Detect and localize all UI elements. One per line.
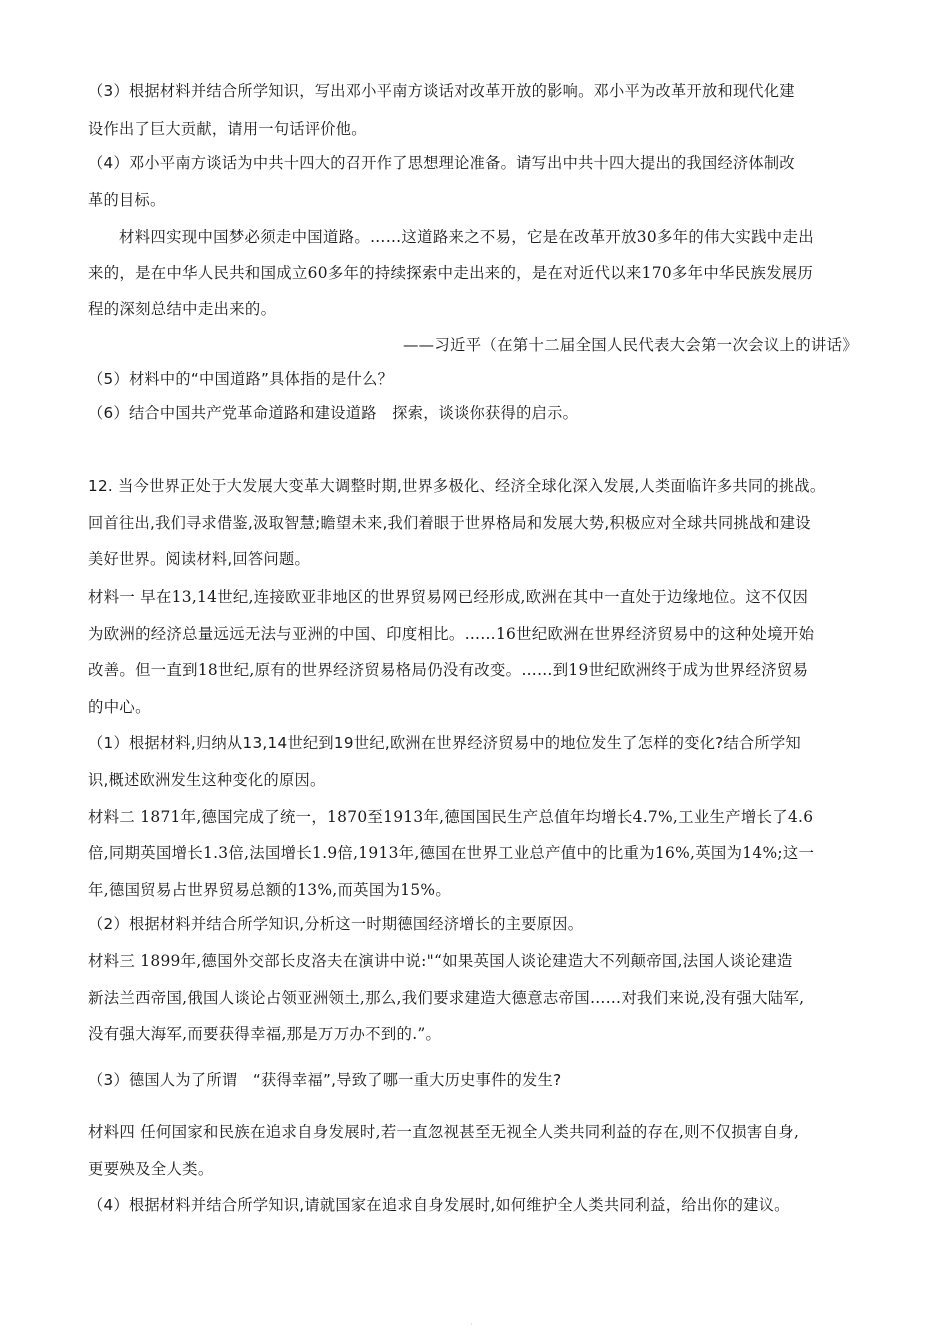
q11-3-line2: 设作出了巨大贡献，请用一句话评价他。 — [88, 120, 367, 138]
q12-material3-line3: 没有强大海军,而要获得幸福,那是万万办不到的.”。 — [88, 1025, 442, 1043]
q12-material1-line2: 为欧洲的经济总量远远无法与亚洲的中国、印度相比。……16世纪欧洲在世界经济贸易中的这种处境开始 — [88, 625, 815, 643]
q12-material4-line2: 更要殃及全人类。 — [88, 1160, 214, 1178]
q12-intro-line1: 12. 当今世界正处于大发展大变革大调整时期,世界多极化、经济全球化深入发展,人类面临许多共同的挑战。 — [88, 477, 826, 495]
q12-sub1-line2: 识,概述欧洲发生这种变化的原因。 — [88, 771, 326, 789]
material4-source: ——习近平（在第十二届全国人民代表大会第一次会议上的讲话》 — [402, 336, 858, 354]
q12-material4-line1: 材料四 任何国家和民族在追求自身发展时,若一直忽视甚至无视全人类共同利益的存在,则不仅损害自身, — [88, 1123, 800, 1141]
q12-intro-line2: 回首往出,我们寻求借鉴,汲取智慧;瞻望未来,我们着眼于世界格局和发展大势,积极应对全球共同挑战和建设 — [88, 514, 811, 532]
q11-5: （5）材料中的“中国道路”具体指的是什么？ — [88, 370, 394, 388]
q12-material2-line3: 年,德国贸易占世界贸易总额的13%,而英国为15%。 — [88, 881, 452, 899]
q11-3-line1: （3）根据材料并结合所学知识，写出邓小平南方谈话对改革开放的影响。邓小平为改革开放和现代化建 — [88, 82, 795, 100]
q12-material2-line1: 材料二 1871年,德国完成了统一，1870至1913年,德国国民生产总值年均增长4.7%,工业生产增长了4.6 — [88, 808, 814, 826]
q12-material1-line3: 改善。但一直到18世纪,原有的世界经济贸易格局仍没有改变。……到19世纪欧洲终于成为世界经济贸易 — [88, 661, 809, 679]
q12-material3-line2: 新法兰西帝国,俄国人谈论占领亚洲领土,那么,我们要求建造大德意志帝国……对我们来说,没有强大陆军, — [88, 989, 805, 1007]
q12-intro-line3: 美好世界。阅读材料,回答问题。 — [88, 550, 310, 568]
material4-line2: 来的，是在中华人民共和国成立60多年的持续探索中走出来的，是在对近代以来170多年中华民族发展历 — [88, 264, 814, 282]
q11-4-line2: 革的目标。 — [88, 191, 166, 209]
q12-sub3: （3）德国人为了所谓 “获得幸福”,导致了哪一重大历史事件的发生? — [88, 1071, 562, 1089]
q12-sub4: （4）根据材料并结合所学知识,请就国家在追求自身发展时,如何维护全人类共同利益，给出你的建议。 — [88, 1196, 790, 1214]
q12-sub1-line1: （1）根据材料,归纳从13,14世纪到19世纪,欧洲在世界经济贸易中的地位发生了怎样的变化?结合所学知 — [88, 734, 801, 752]
page-mark: · — [470, 1320, 473, 1330]
q12-material1-line1: 材料一 早在13,14世纪,连接欧亚非地区的世界贸易网已经形成,欧洲在其中一直处于边缘地位。这不仅因 — [88, 588, 809, 606]
q11-4-line1: （4）邓小平南方谈话为中共十四大的召开作了思想理论准备。请写出中共十四大提出的我国经济体制改 — [88, 154, 795, 172]
q11-6: （6）结合中国共产党革命道路和建设道路 探索，谈谈你获得的启示。 — [88, 404, 579, 422]
q12-material2-line2: 倍,同期英国增长1.3倍,法国增长1.9倍,1913年,德国在世界工业总产值中的比重为16%,英国为14%;这一 — [88, 844, 815, 862]
q12-sub2: （2）根据材料并结合所学知识,分析这一时期德国经济增长的主要原因。 — [88, 915, 584, 933]
q12-material1-line4: 的中心。 — [88, 698, 151, 716]
material4-line3: 程的深刻总结中走出来的。 — [88, 300, 277, 318]
q12-material3-line1: 材料三 1899年,德国外交部长皮洛夫在演讲中说:"“如果英国人谈论建造大不列颠帝国,法国人谈论建造 — [88, 952, 793, 970]
material4-line1: 材料四实现中国梦必须走中国道路。……这道路来之不易，它是在改革开放30多年的伟大实践中走出 — [119, 228, 814, 246]
